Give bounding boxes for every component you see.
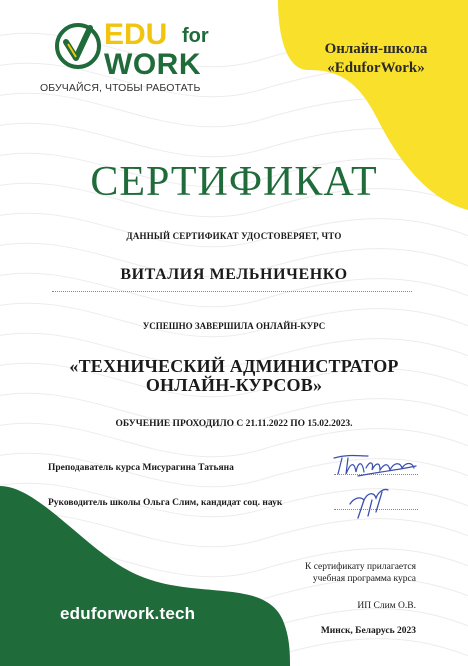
study-period: ОБУЧЕНИЕ ПРОХОДИЛО С 21.11.2022 ПО 15.02.2023. [115,419,353,429]
appendix-note [276,561,416,585]
school-name-line2: «EduforWork» [327,60,425,76]
check-badge-icon [54,22,102,70]
course-name-line2: ОНЛАЙН-КУРСОВ» [145,375,323,395]
certificate-title: СЕРТИФИКАТ [90,159,378,205]
completed-text: УСПЕШНО ЗАВЕРШИЛА ОНЛАЙН-КУРС [142,321,326,331]
teacher-signature-label: Преподаватель курса Мисурагина Татьяна [48,463,234,473]
logo-edu-text: EDU [104,18,168,51]
issue-place-year: Минск, Беларусь 2023 [320,626,416,636]
course-name [0,357,468,395]
logo-work-text: WORK [104,48,201,81]
logo-tagline: ОБУЧАЙСЯ, ЧТОБЫ РАБОТАТЬ [40,82,201,94]
head-handwritten-signature [346,482,396,522]
certifies-text: ДАННЫЙ СЕРТИФИКАТ УДОСТОВЕРЯЕТ, ЧТО [126,231,342,241]
green-corner-shape [0,466,290,666]
logo-for-text: for [182,25,209,47]
website-link[interactable]: eduforwork.tech [60,604,196,623]
appendix-note-line1: К сертификату прилагается [304,562,416,572]
course-name-line1: «ТЕХНИЧЕСКИЙ АДМИНИСТРАТОР [69,356,399,376]
eduforwork-logo [40,18,222,100]
school-name [306,40,446,78]
recipient-underline [52,291,412,292]
head-signature-label: Руководитель школы Ольга Слим, кандидат соц. наук [48,498,283,508]
teacher-handwritten-signature [328,450,420,480]
school-name-line1: Онлайн-школа [324,41,428,57]
recipient-name: ВИТАЛИЯ МЕЛЬНИЧЕНКО [120,266,348,283]
issuer-name: ИП Слим О.В. [357,601,416,611]
appendix-note-line2: учебная программа курса [312,574,416,584]
